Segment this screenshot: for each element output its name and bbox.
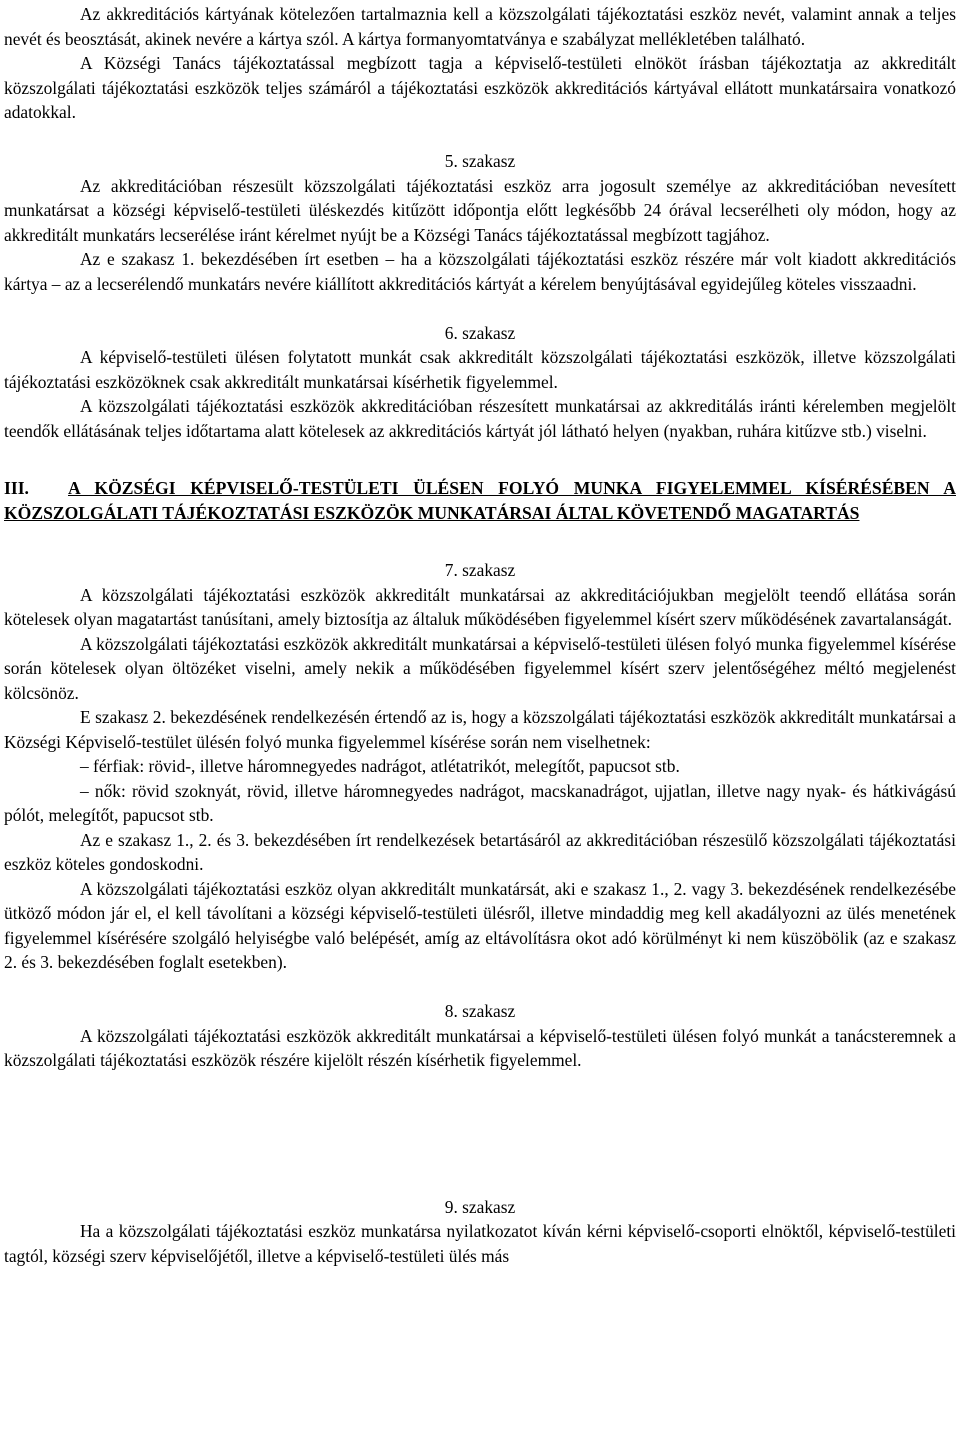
section-7-paragraph-4: Az e szakasz 1., 2. és 3. bekezdésében írt rendelkezések betartásáról az akkreditációban részesülő közszolgálati tájékoztatási eszköz köteles gondoskodni. [4,829,956,874]
section-5-title: 5. szakasz [444,151,516,171]
paragraph-accreditation-card: Az akkreditációs kártyának kötelezően tartalmaznia kell a közszolgálati tájékoztatási eszköz nevét, valamint annak a teljes nevét és beosztását, akinek nevére a kártya szól. A kártya formanyomtatványa e szabályzat mellékletében található. [4,4,956,49]
section-6-title: 6. szakasz [444,322,516,343]
section-7-paragraph-2: A közszolgálati tájékoztatási eszközök akkreditált munkatársai a képviselő-testületi ülésen folyó munka figyelemmel kísérése során kötelesek olyan öltözéket viselni, amely nekik a működésében figyelemmel kísért szerv jelentőségéhez méltó megjelenést kölcsönöz. [4,633,956,703]
section-7-list-item-men: – férfiak: rövid-, illetve háromnegyedes nadrágot, atlétatrikót, melegítőt, papucsot stb. [80,756,680,776]
paragraph-council-info: A Községi Tanács tájékoztatással megbízott tagja a képviselő-testületi elnököt írásban tájékoztatja az akkreditált közszolgálati tájékoztatási eszközök teljes számáról a tájékoztatási eszközök akkreditációs kártyával ellátott munkatársaira vonatkozó adatokkal. [4,53,956,122]
section-7-paragraph-3: E szakasz 2. bekezdésének rendelkezésén értendő az is, hogy a közszolgálati tájékoztatási eszközök akkreditált munkatársai a Községi Képviselő-testület ülésén folyó munka figyelemmel kísérése során nem viselhetnek: [4,707,956,752]
chapter-title: A KÖZSÉGI KÉPVISELŐ-TESTÜLETI ÜLÉSEN FOLYÓ MUNKA FIGYELEMMEL KÍSÉRÉSÉBEN A KÖZSZOLGÁLATI TÁJÉKOZTATÁSI ESZKÖZÖK MUNKATÁRSAI ÁLTAL KÖVETENDŐ MAGATARTÁS [4,478,956,523]
chapter-heading [4,476,956,525]
section-7-paragraph-1: A közszolgálati tájékoztatási eszközök akkreditált munkatársai az akkreditációjukban megjelölt teendő ellátása során kötelesek olyan magatartást tanúsítani, amely biztosítja az általuk működésében figyelemmel kísért szerv működésének zavartalanságát. [4,584,956,629]
section-7-paragraph-5: A közszolgálati tájékoztatási eszköz olyan akkreditált munkatársát, aki e szakasz 1., 2. vagy 3. bekezdésének rendelkezésébe ütköző módon jár el, el kell távolítani a községi képviselő-testületi ülésről, illetve mindaddig meg kell akadályozni az ülés menetének figyelemmel kísérésére szolgáló helyiségbe való belépését, amíg az eltávolításra okot adó körülményt ki nem küszöbölik (az e szakasz 2. és 3. bekezdésében foglalt esetekben). [4,878,956,972]
chapter-number: III. [4,478,29,498]
section-6-paragraph-2: A közszolgálati tájékoztatási eszközök akkreditációban részesített munkatársai az akkreditálás iránti kérelemben megjelölt teendők ellátásának teljes időtartama alatt kötelesek az akkreditációs kártyát jól látható helyen (nyakban, ruhára kitűzve stb.) viselni. [4,396,956,441]
document-body [4,2,956,1268]
section-8-paragraph-1: A közszolgálati tájékoztatási eszközök akkreditált munkatársai a képviselő-testületi ülésen folyó munkát a tanácsteremnek a közszolgálati tájékoztatási eszközök részére kijelölt részén kísérhetik figyelemmel. [4,1025,956,1070]
section-6-paragraph-1: A képviselő-testületi ülésen folytatott munkát csak akkreditált közszolgálati tájékoztatási eszközök, illetve közszolgálati tájékoztatási eszközöknek csak akkreditált munkatársai kísérhetik figyelemmel. [4,347,956,392]
section-5-paragraph-2: Az e szakasz 1. bekezdésében írt esetben – ha a közszolgálati tájékoztatási eszköz részére már volt kiadott akkreditációs kártya – az a lecserélendő munkatárs nevére kiállított akkreditációs kártyát a kérelem benyújtásával egyidejűleg köteles visszaadni. [4,249,956,294]
section-5-paragraph-1: Az akkreditációban részesült közszolgálati tájékoztatási eszköz arra jogosult személye az akkreditációban nevesített munkatársat a községi képviselő-testületi üléskezdés kitűzött időpontja előtt legkésőbb 24 órával lecserélheti oly módon, hogy az akkreditált munkatárs lecserélése iránt kérelmet nyújt be a Községi Tanács tájékoztatással megbízott tagjához. [4,175,956,245]
section-7-list-item-women: – nők: rövid szoknyát, rövid, illetve háromnegyedes nadrágot, macskanadrágot, ujjatlan, illetve nagy nyak- és hátkivágású pólót, melegítőt, papucsot stb. [4,780,956,825]
section-7-title: 7. szakasz [444,560,516,580]
section-8-title: 8. szakasz [444,1001,516,1021]
section-9-paragraph-1: Ha a közszolgálati tájékoztatási eszköz munkatársa nyilatkozatot kíván kérni képviselő-csoporti elnöktől, képviselő-testületi tagtól, községi szerv képviselőjétől, illetve a képviselő-testületi ülés más [4,1221,956,1266]
section-9-title: 9. szakasz [444,1196,516,1217]
